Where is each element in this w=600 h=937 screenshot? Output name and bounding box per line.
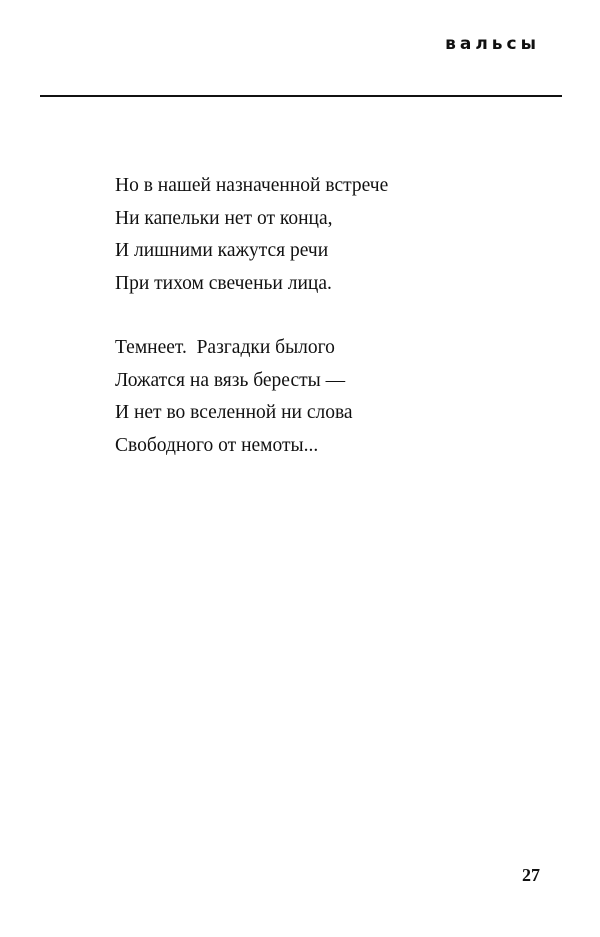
- stanza-1: [115, 170, 535, 300]
- poem-line: При тихом свеченьи лица.: [115, 272, 332, 294]
- poem-line: Но в нашей назначенной встрече: [115, 175, 389, 196]
- poem: [115, 170, 535, 494]
- poem-line: Темнеет. Разгадки былого: [115, 337, 335, 358]
- poem-line: И нет во вселенной ни слова: [115, 402, 353, 423]
- poem-line: И лишними кажутся речи: [115, 240, 329, 261]
- poem-line: Ни капельки нет от конца,: [115, 207, 333, 229]
- poem-line: Свободного от немоты...: [115, 434, 319, 456]
- poem-line: Ложатся на вязь бересты —: [115, 369, 346, 391]
- running-head-title: вальсы: [445, 34, 540, 54]
- stanza-2: [115, 332, 535, 462]
- page-number: 27: [522, 865, 540, 885]
- header-divider: [40, 95, 562, 97]
